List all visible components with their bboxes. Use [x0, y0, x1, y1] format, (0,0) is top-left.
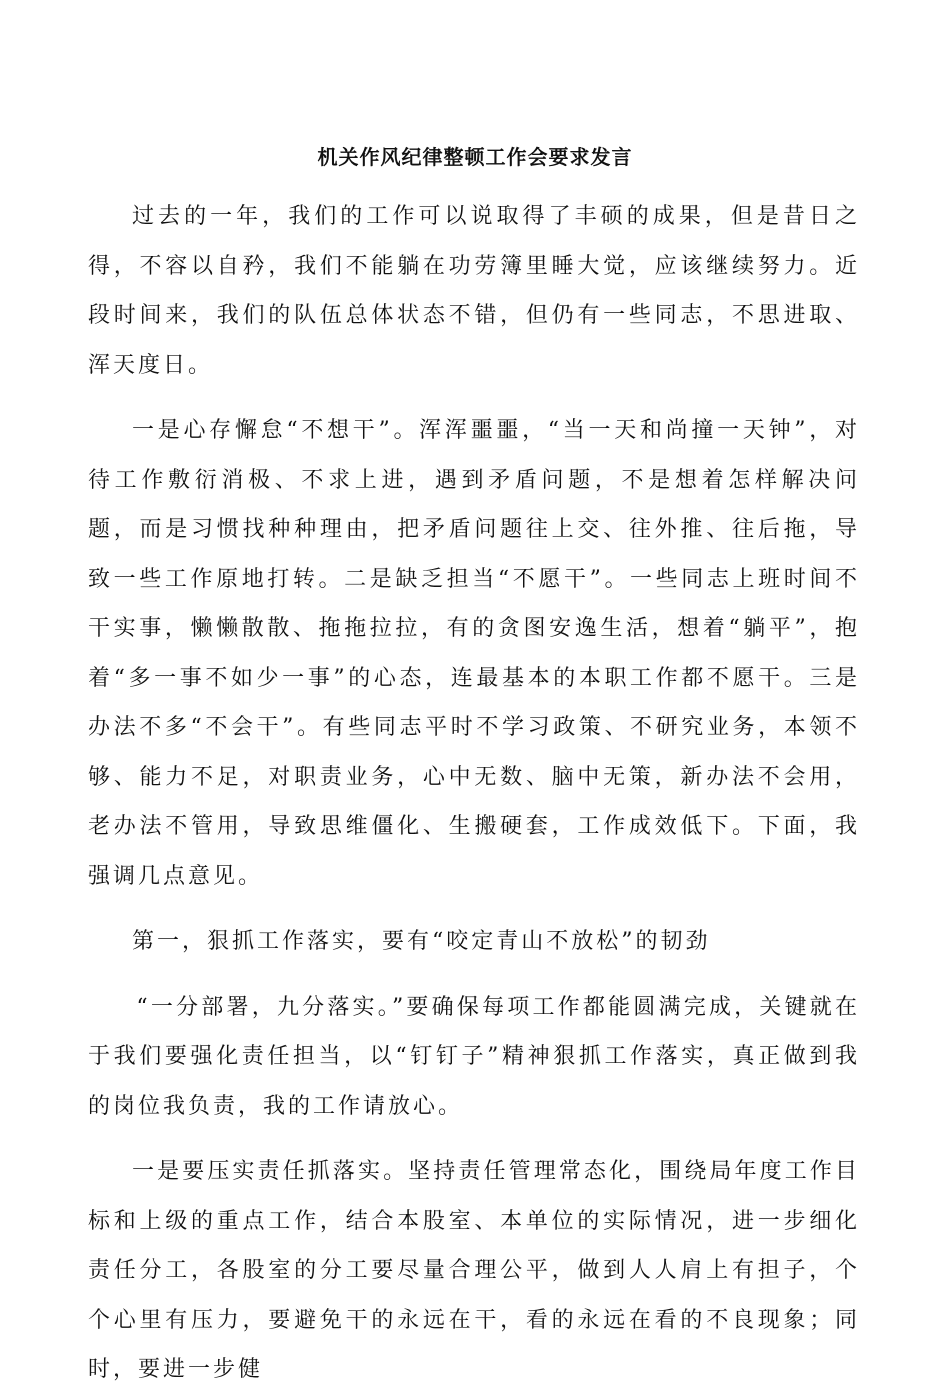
- paragraph-section-heading: 第一，狠抓工作落实，要有“咬定青山不放松”的韧劲: [132, 929, 711, 954]
- paragraph-intro: 过去的一年，我们的工作可以说取得了丰硕的成果，但是昔日之得，不容以自矜，我们不能躺在功劳簿里睡大觉，应该继续努力。近段时间来，我们的队伍总体状态不错，但仍有一些同志，不思进取、浑天度日。: [88, 204, 860, 378]
- document-title: 机关作风纪律整顿工作会要求发言: [317, 145, 633, 169]
- paragraph-problems: 一是心存懈怠“不想干”。浑浑噩噩，“当一天和尚撞一天钟”，对待工作敷衍消极、不求上进，遇到矛盾问题，不是想着怎样解决问题，而是习惯找种种理由，把矛盾问题往上交、往外推、往后拖，导致一些工作原地打转。二是缺乏担当“不愿干”。一些同志上班时间不干实事，懒懒散散、拖拖拉拉，有的贪图安逸生活，想着“躺平”，抱着“多一事不如少一事”的心态，连最基本的本职工作都不愿干。三是办法不多“不会干”。有些同志平时不学习政策、不研究业务，本领不够、能力不足，对职责业务，心中无数、脑中无策，新办法不会用，老办法不管用，导致思维僵化、生搬硬套，工作成效低下。下面，我强调几点意见。: [88, 418, 860, 889]
- document-body: [88, 192, 860, 1395]
- paragraph-implementation: “一分部署，九分落实。”要确保每项工作都能圆满完成，关键就在于我们要强化责任担当，以“钉钉子”精神狠抓工作落实，真正做到我的岗位我负责，我的工作请放心。: [88, 994, 860, 1119]
- paragraph-responsibility: 一是要压实责任抓落实。坚持责任管理常态化，围绕局年度工作目标和上级的重点工作，结合本股室、本单位的实际情况，进一步细化责任分工，各股室的分工要尽量合理公平，做到人人肩上有担子，个个心里有压力，要避免干的永远在干，看的永远在看的不良现象；同时，要进一步健: [88, 1159, 860, 1382]
